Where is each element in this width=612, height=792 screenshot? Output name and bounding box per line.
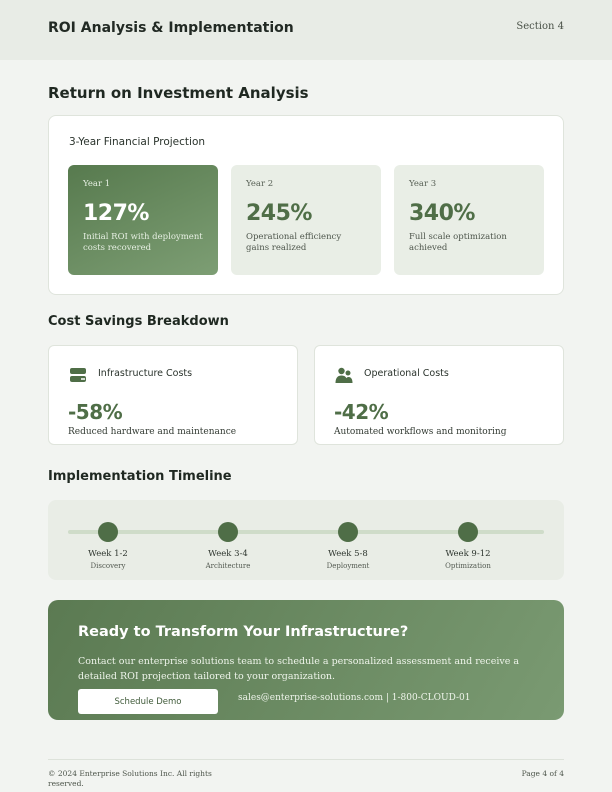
copyright-text: © 2024 Enterprise Solutions Inc. All rights reserved.	[48, 769, 212, 788]
savings-percentage: -42%	[334, 400, 389, 424]
operational-costs-card	[314, 345, 564, 445]
infrastructure-costs-card	[48, 345, 298, 445]
timeline-week: Week 3-4	[208, 549, 248, 559]
year-card-1	[68, 165, 218, 275]
year-label: Year 1	[83, 179, 111, 189]
timeline-phase: Optimization	[445, 562, 491, 570]
timeline-marker	[218, 522, 238, 542]
contact-info: sales@enterprise-solutions.com | 1-800-CLOUD-01	[238, 693, 471, 703]
savings-title: Operational Costs	[364, 368, 449, 379]
page-number: Page 4 of 4	[521, 769, 564, 778]
implementation-timeline	[48, 500, 564, 580]
timeline-phase: Deployment	[326, 562, 370, 570]
timeline-step	[58, 522, 158, 570]
timeline-week: Week 5-8	[328, 549, 368, 559]
roi-heading: Return on Investment Analysis	[48, 84, 309, 102]
timeline-marker	[458, 522, 478, 542]
year-card-3	[394, 165, 544, 275]
timeline-phase: Architecture	[205, 562, 251, 570]
roi-percentage: 340%	[409, 201, 475, 226]
roi-percentage: 245%	[246, 201, 312, 226]
timeline-step	[178, 522, 278, 570]
roi-percentage: 127%	[83, 201, 149, 226]
year-description: Full scale optimization achieved	[409, 232, 507, 253]
timeline-phase: Discovery	[90, 562, 126, 570]
footer-divider	[48, 759, 564, 760]
timeline-week: Week 1-2	[88, 549, 128, 559]
year-card-2	[231, 165, 381, 275]
section-label: Section 4	[516, 21, 564, 32]
timeline-heading: Implementation Timeline	[48, 469, 232, 484]
savings-heading: Cost Savings Breakdown	[48, 314, 229, 329]
timeline-week: Week 9-12	[445, 549, 491, 559]
savings-description: Reduced hardware and maintenance	[68, 427, 237, 437]
savings-title: Infrastructure Costs	[98, 368, 193, 379]
year-label: Year 2	[246, 179, 274, 189]
timeline-step	[418, 522, 518, 570]
year-description: Operational efficiency gains realized	[246, 232, 342, 253]
year-description: Initial ROI with deployment costs recovered	[83, 232, 203, 253]
users-icon	[335, 366, 353, 384]
timeline-marker	[338, 522, 358, 542]
cta-text: Contact our enterprise solutions team to schedule a personalized assessment and receive a detailed ROI projection tailored to your organization.	[78, 656, 520, 682]
savings-description: Automated workflows and monitoring	[334, 427, 507, 437]
document-title: ROI Analysis & Implementation	[48, 20, 294, 36]
timeline-step	[298, 522, 398, 570]
cta-title: Ready to Transform Your Infrastructure?	[78, 624, 409, 640]
cta-banner	[48, 600, 564, 720]
year-label: Year 3	[409, 179, 437, 189]
projection-title: 3-Year Financial Projection	[69, 136, 206, 148]
financial-projection-card	[48, 115, 564, 295]
schedule-demo-button[interactable]: Schedule Demo	[78, 689, 218, 714]
timeline-marker	[98, 522, 118, 542]
server-icon	[69, 366, 87, 384]
savings-percentage: -58%	[68, 400, 123, 424]
